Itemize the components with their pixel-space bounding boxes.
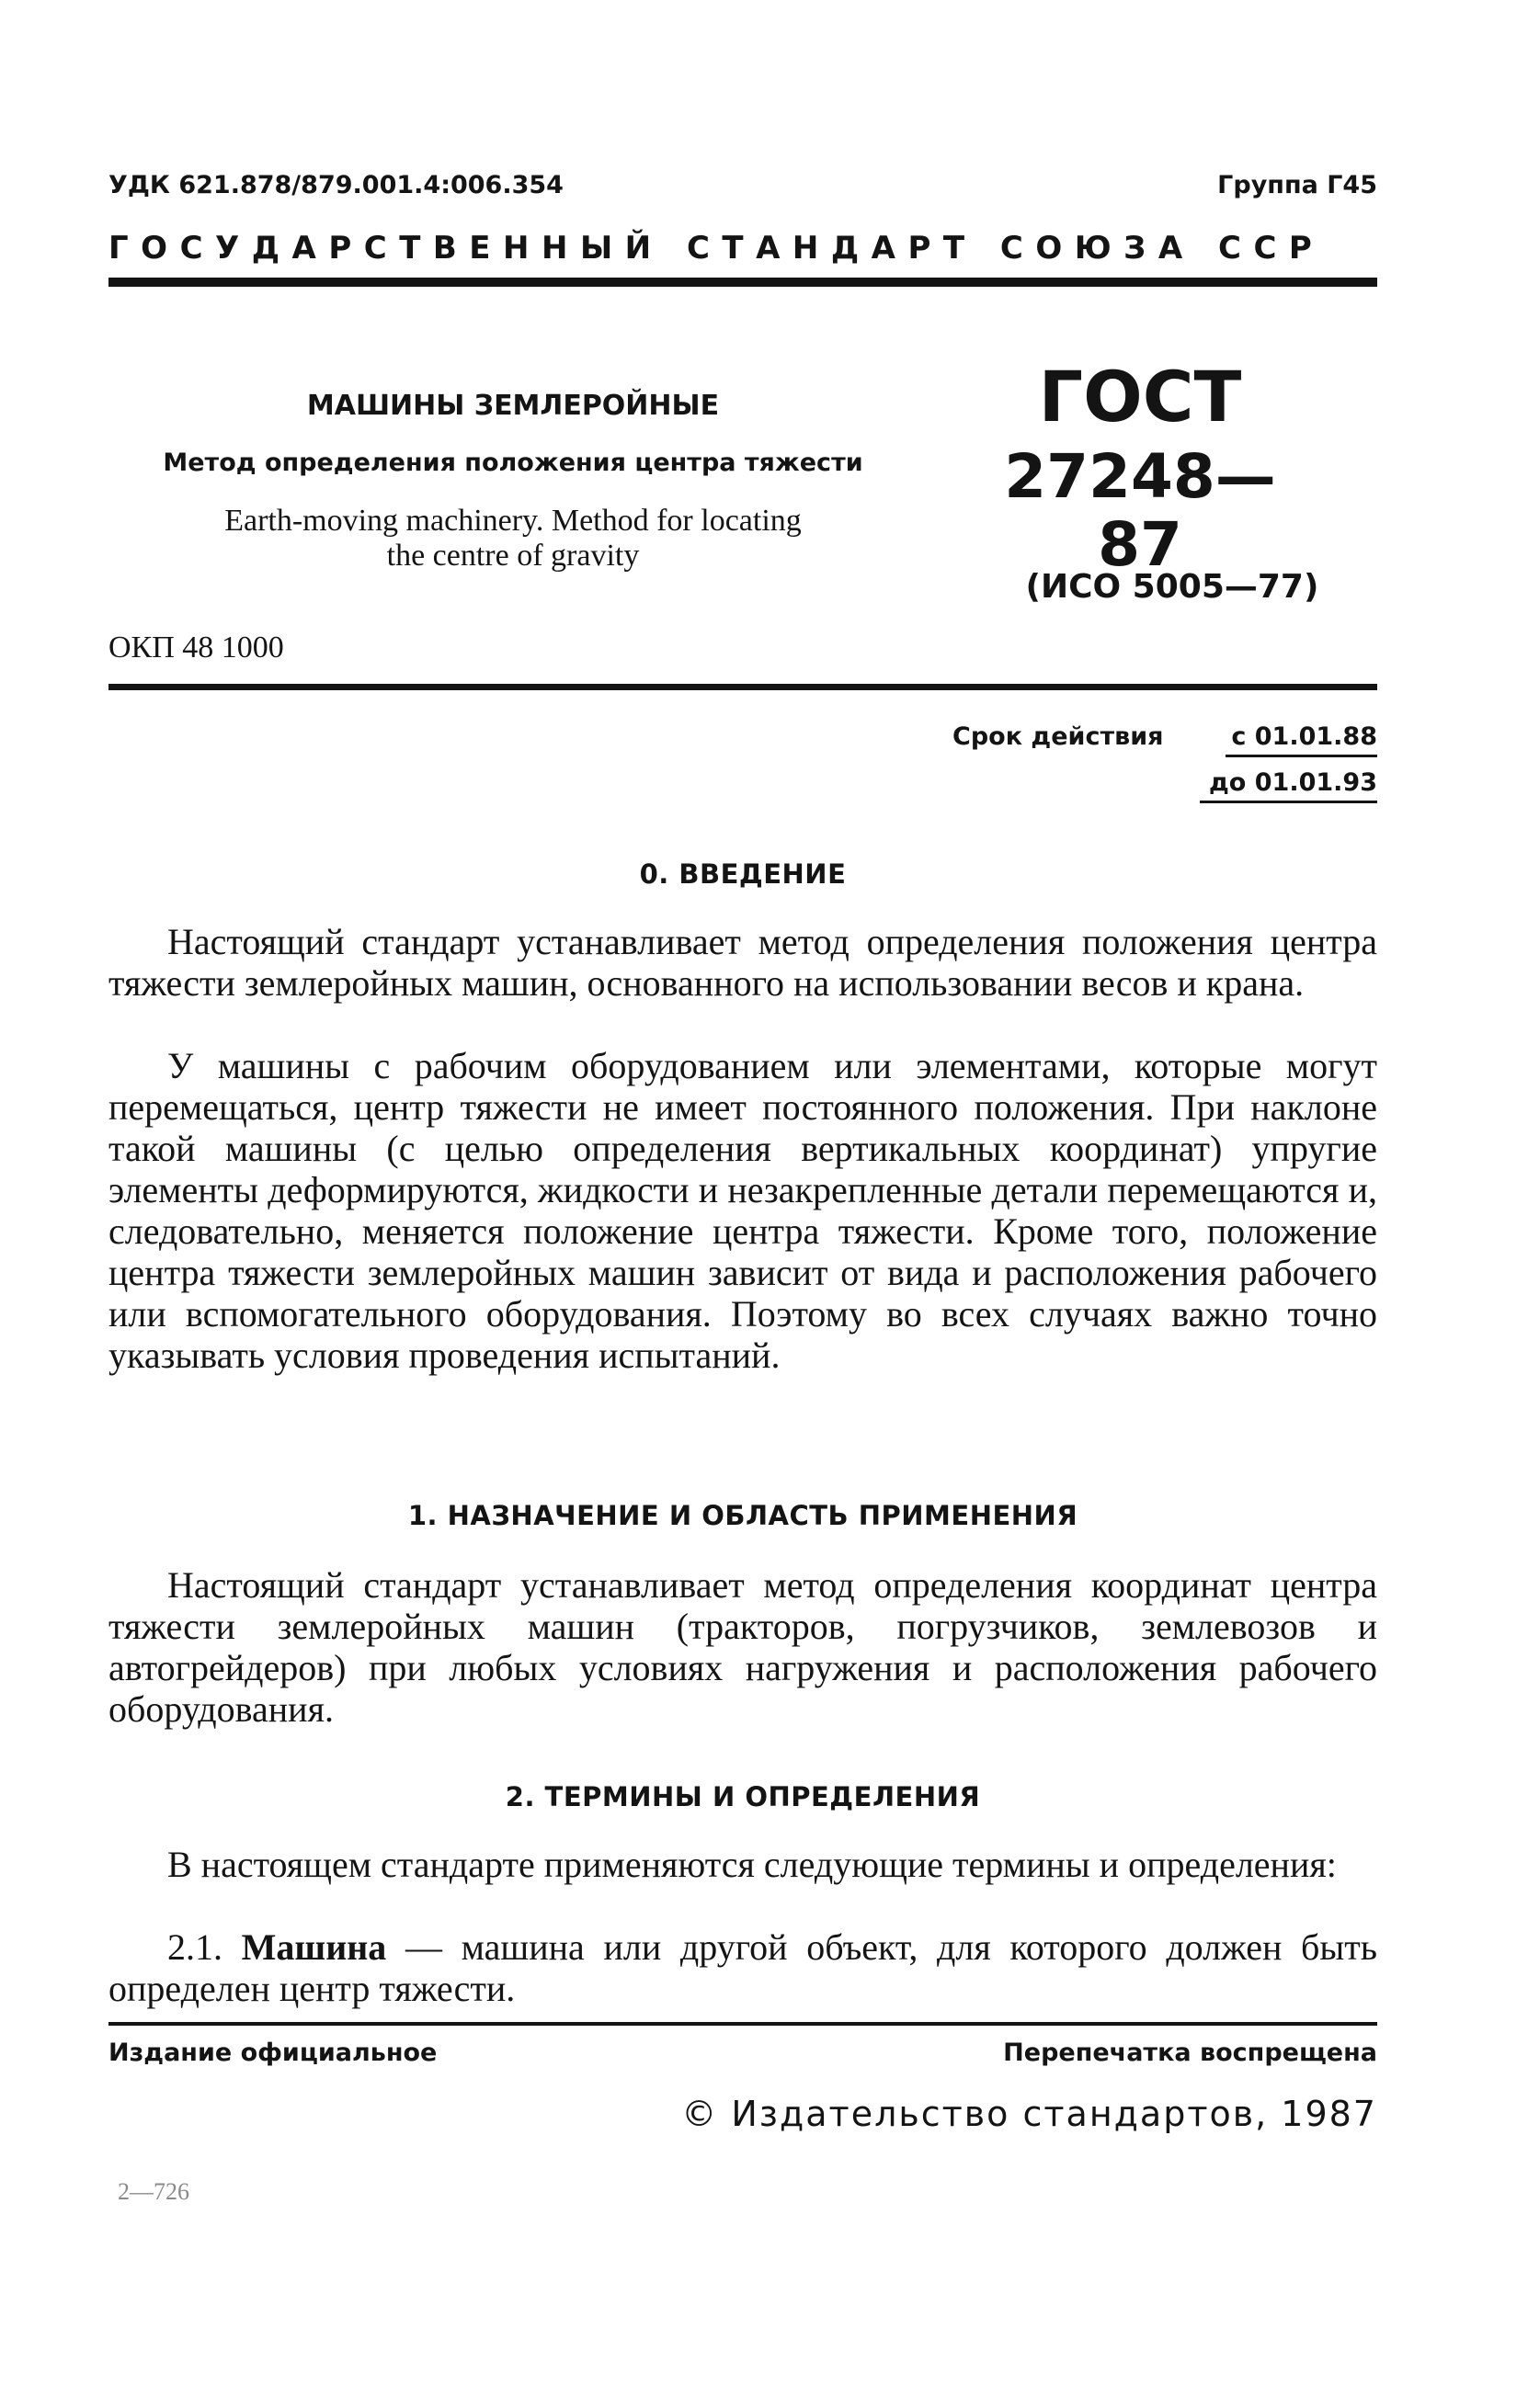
term-number: 2.1.: [167, 1926, 222, 1968]
footer-rule: [108, 2022, 1377, 2026]
iso-reference: (ИСО 5005—77): [1025, 568, 1319, 606]
section-1-heading: 1. НАЗНАЧЕНИЕ И ОБЛАСТЬ ПРИМЕНЕНИЯ: [407, 1500, 1078, 1531]
title-en-line1: Earth-moving machinery. Method for locating: [224, 504, 802, 538]
gost-number: 27248—87: [1004, 441, 1276, 580]
state-standard-banner: ГОСУДАРСТВЕННЫЙ СТАНДАРТ СОЮЗА ССР: [108, 230, 1325, 267]
header-thick-rule: [108, 278, 1377, 287]
group-code: Группа Г45: [1217, 171, 1377, 199]
copyright: © Издательство стандартов, 1987: [681, 2094, 1377, 2134]
term-definition: [108, 1926, 1377, 2009]
term-name: Машина: [241, 1926, 387, 1968]
section-1-paragraph-1: Настоящий стандарт устанавливает метод определения координат центра тяжести землеройных машин (тракторов, погрузчиков, землевозов и автогрейдеров) при любых условиях нагружения и расположения рабочего оборудования.: [108, 1564, 1377, 1730]
section-0-paragraph-1: Настоящий стандарт устанавливает метод определения положения центра тяжести землеройных машин, основанного на использовании весов и крана.: [108, 921, 1377, 1004]
title-ru-main: МАШИНЫ ЗЕМЛЕРОЙНЫЕ: [306, 390, 720, 422]
section-0-heading: 0. ВВЕДЕНИЕ: [639, 858, 847, 890]
validity-from: с 01.01.88: [1226, 722, 1377, 757]
section-0-paragraph-2: У машины с рабочим оборудованием или элементами, которые могут перемещаться, центр тяжести не имеет постоянного положения. При наклоне такой машины (с целью определения вертикальных координат) упругие элементы деформируются, жидкости и незакрепленные детали перемещаются и, следовательно, меняется положение центра тяжести. Кроме того, положение центра тяжести землеройных машин зависит от вида и расположения рабочего или вспомогательного оборудования. Поэтому во всех случаях важно точно указывать условия проведения испытаний.: [108, 1045, 1377, 1376]
title-ru-sub: Метод определения положения центра тяжести: [163, 449, 863, 477]
section-2-paragraph-1: В настоящем стандарте применяются следующие термины и определения:: [167, 1844, 1337, 1885]
validity-label: Срок действия: [952, 722, 1164, 751]
title-en: [108, 504, 918, 574]
print-code: 2—726: [118, 2178, 189, 2205]
validity-to: до 01.01.93: [1200, 768, 1377, 803]
title-en-line2: the centre of gravity: [386, 539, 640, 573]
udk-code: УДК 621.878/879.001.4:006.354: [108, 171, 564, 199]
gost-label: ГОСТ: [1038, 356, 1242, 437]
title-bottom-rule: [108, 684, 1377, 690]
section-2-heading: 2. ТЕРМИНЫ И ОПРЕДЕЛЕНИЯ: [505, 1781, 981, 1812]
term-text: — машина или другой объект, для которого должен быть определен центр тяжести.: [108, 1926, 1378, 2009]
reprint-notice: Перепечатка воспрещена: [1003, 2039, 1377, 2067]
okp-code: ОКП 48 1000: [108, 630, 284, 664]
edition-label: Издание официальное: [108, 2039, 438, 2067]
